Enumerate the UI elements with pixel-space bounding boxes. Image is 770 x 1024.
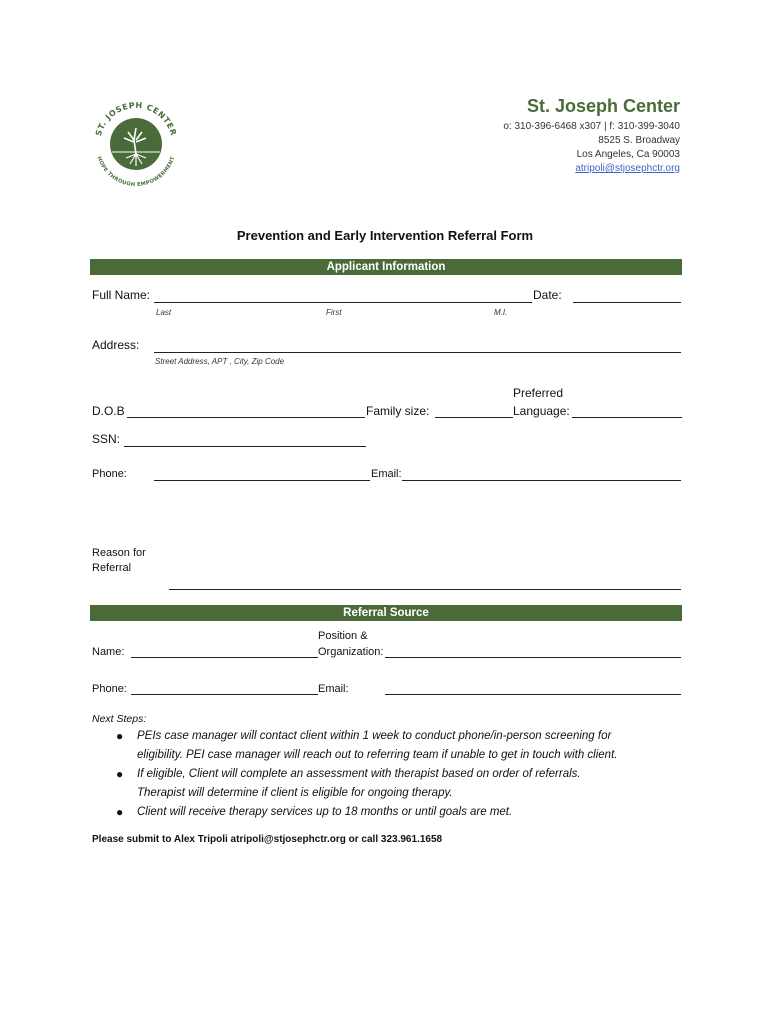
svg-text:HOPE THROUGH EMPOWERMENT: HOPE THROUGH EMPOWERMENT xyxy=(95,155,177,189)
next-step-2-line2: Therapist will determine if client is eligible for ongoing therapy. xyxy=(137,787,453,799)
applicant-section-header: Applicant Information xyxy=(90,259,682,275)
referrer-email-label: Email: xyxy=(318,683,349,695)
date-label: Date: xyxy=(533,288,562,302)
contact-phone-fax: o: 310-396-6468 x307 | f: 310-399-3040 xyxy=(503,121,680,132)
address-label: Address: xyxy=(92,338,140,352)
contact-email-link[interactable]: atripoli@stjosephctr.org xyxy=(575,163,680,174)
family-size-label: Family size: xyxy=(366,404,430,418)
family-size-field[interactable] xyxy=(435,417,513,418)
submit-instructions: Please submit to Alex Tripoli atripoli@stjosephctr.org or call 323.961.1658 xyxy=(92,834,443,845)
position-organization-field[interactable] xyxy=(385,657,681,658)
dob-label: D.O.B xyxy=(92,404,125,418)
referral-source-section-header: Referral Source xyxy=(90,605,682,621)
reason-label-line1: Reason for xyxy=(92,547,146,559)
bullet-icon: ● xyxy=(116,729,124,743)
referrer-email-field[interactable] xyxy=(385,694,681,695)
middle-initial-hint: M.I. xyxy=(494,308,508,317)
next-step-2-line1: If eligible, Client will complete an assessment with therapist based on order of referrals. xyxy=(137,768,581,780)
dob-field[interactable] xyxy=(127,417,365,418)
next-step-1-line1: PEIs case manager will contact client within 1 week to conduct phone/in-person screening for xyxy=(137,730,612,742)
svg-text:ST. JOSEPH CENTER: ST. JOSEPH CENTER xyxy=(93,100,179,137)
applicant-email-label: Email: xyxy=(371,468,402,480)
reason-label-line2: Referral xyxy=(92,562,132,574)
address-hint: Street Address, APT , City, Zip Code xyxy=(155,357,285,366)
form-title: Prevention and Early Intervention Referral Form xyxy=(236,228,534,243)
referrer-name-label: Name: xyxy=(92,646,125,658)
position-label-line2: Organization: xyxy=(318,646,384,658)
preferred-language-label-line2: Language: xyxy=(513,404,570,418)
date-field[interactable] xyxy=(573,302,681,303)
st-joseph-center-logo xyxy=(84,92,188,196)
org-name: St. Joseph Center xyxy=(526,96,680,116)
next-step-1-line2: eligibility. PEI case manager will reach out to referring team if unable to get in touch with client. xyxy=(137,749,618,761)
referrer-phone-field[interactable] xyxy=(131,694,318,695)
bullet-icon: ● xyxy=(116,767,124,781)
tree-logo-icon xyxy=(84,92,188,196)
preferred-language-label-line1: Preferred xyxy=(513,386,564,400)
next-step-3-line1: Client will receive therapy services up to 18 months or until goals are met. xyxy=(137,806,513,818)
contact-city: Los Angeles, Ca 90003 xyxy=(576,149,680,160)
full-name-label: Full Name: xyxy=(92,288,151,302)
first-name-hint: First xyxy=(326,308,342,317)
referrer-name-field[interactable] xyxy=(131,657,318,658)
applicant-phone-field[interactable] xyxy=(154,480,370,481)
next-steps-heading: Next Steps: xyxy=(92,713,147,725)
contact-street: 8525 S. Broadway xyxy=(598,135,680,146)
referrer-phone-label: Phone: xyxy=(92,683,127,695)
address-field[interactable] xyxy=(154,352,681,353)
last-name-hint: Last xyxy=(156,308,172,317)
full-name-field[interactable] xyxy=(154,302,532,303)
applicant-phone-label: Phone: xyxy=(92,468,127,480)
ssn-label: SSN: xyxy=(92,432,121,446)
reason-field[interactable] xyxy=(169,589,681,590)
applicant-email-field[interactable] xyxy=(402,480,681,481)
position-label-line1: Position & xyxy=(318,630,368,642)
ssn-field[interactable] xyxy=(124,446,366,447)
preferred-language-field[interactable] xyxy=(572,417,682,418)
bullet-icon: ● xyxy=(116,805,124,819)
